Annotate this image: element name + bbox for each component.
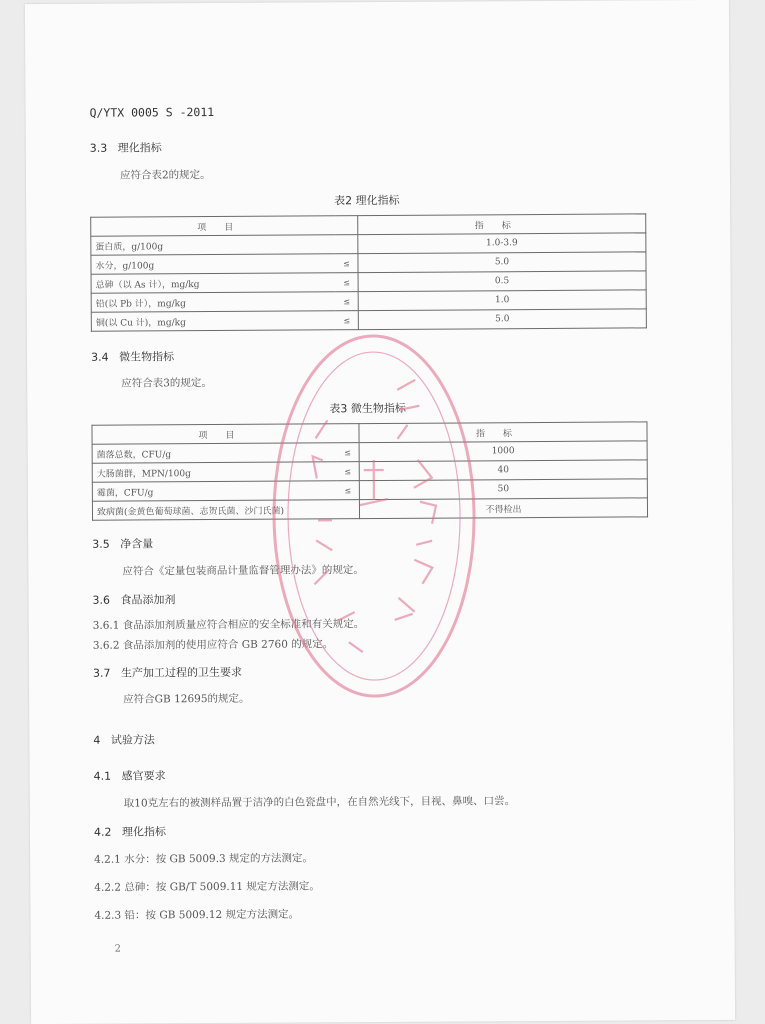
cell-op: ≤: [335, 254, 358, 273]
cell-value: 50: [359, 479, 647, 500]
company-seal-stamp-icon: [267, 329, 481, 702]
table2-caption: 表2 理化指标: [334, 193, 400, 208]
header-value: 指标: [359, 422, 647, 443]
cell-value: 5.0: [358, 309, 646, 330]
section-3-7-text: 应符合GB 12695的规定。: [123, 692, 250, 706]
section-4-1-heading: [94, 767, 166, 783]
page-number: 2: [114, 943, 122, 955]
seal-inner-ring: [287, 352, 461, 681]
section-4-1-text: 取10克左右的被测样品置于洁净的白色瓷盘中，在自然光线下，目视、鼻嗅、口尝。: [123, 795, 516, 810]
section-4-2-2-text: 4.2.2 总砷：按 GB/T 5009.11 规定方法测定。: [94, 880, 320, 894]
cell-item: 菌落总数，CFU/g: [92, 443, 337, 463]
header-item: 项目: [92, 424, 359, 445]
cell-value: 不得检出: [359, 498, 647, 519]
cell-item: 大肠菌群，MPN/100g: [92, 462, 337, 482]
seal-outer-ring: [273, 335, 475, 696]
section-3-6-heading: [92, 591, 175, 608]
cell-op: ≤: [336, 311, 359, 330]
section-4-2-heading: [94, 823, 166, 839]
cell-item: 总砷（以 As 计），mg/kg: [91, 273, 336, 293]
section-number: 3.5: [92, 537, 110, 551]
cell-op: ≤: [337, 481, 360, 500]
cell-item: 铅(以 Pb 计），mg/kg: [91, 292, 336, 312]
section-number: 3.7: [92, 666, 111, 680]
cell-value: 1000: [359, 441, 647, 462]
cell-item: 蛋白质，g/100g: [91, 235, 336, 255]
cell-op: ≤: [336, 273, 359, 292]
cell-value: 40: [359, 460, 647, 481]
section-4-2-1-text: 4.2.1 水分：按 GB 5009.3 规定的方法测定。: [94, 852, 314, 866]
section-title: 微生物指标: [119, 350, 175, 364]
seal-lettering-strokes: [312, 380, 437, 653]
section-number: 3.6: [92, 593, 111, 607]
cell-op: ≤: [337, 462, 360, 481]
document-page: [25, 0, 735, 1024]
section-number: 4.1: [93, 769, 112, 783]
document-code: Q/YTX 0005 S -2011: [89, 105, 215, 120]
section-4-heading: [93, 731, 155, 747]
section-title: 食品添加剂: [120, 593, 176, 607]
cell-item: 铜(以 Cu 计)，mg/kg: [91, 311, 336, 331]
section-title: 理化指标: [121, 825, 166, 839]
table-row: [91, 309, 646, 331]
section-title: 试验方法: [110, 733, 155, 747]
section-3-6-1-text: 3.6.1 食品添加剂质量应符合相应的安全标准和有关规定。: [92, 618, 365, 632]
section-3-7-heading: [93, 664, 242, 681]
section-3-3-heading: [90, 139, 162, 155]
cell-value: 0.5: [358, 271, 646, 292]
header-value: 指标: [358, 214, 646, 235]
cell-value: 5.0: [358, 252, 646, 273]
section-number: 4.2: [93, 825, 112, 839]
cell-value: 1.0-3.9: [358, 233, 646, 254]
section-3-3-text: 应符合表2的规定。: [119, 169, 211, 182]
cell-item: 致病菌(金黄色葡萄球菌、志贺氏菌、沙门氏菌): [92, 500, 337, 520]
cell-item: 水分，g/100g: [91, 254, 336, 274]
cell-op: ≤: [337, 443, 360, 462]
section-3-5-text: 应符合《定量包装商品计量监督管理办法》的规定。: [122, 564, 364, 578]
section-title: 理化指标: [117, 141, 162, 155]
cell-op: ≤: [336, 292, 359, 311]
cell-item: 霉菌，CFU/g: [92, 481, 337, 501]
section-3-5-heading: [92, 535, 153, 551]
section-title: 生产加工过程的卫生要求: [120, 665, 243, 680]
section-3-4-heading: [91, 348, 174, 365]
cell-value: 1.0: [358, 290, 646, 311]
section-4-2-3-text: 4.2.3 铅：按 GB 5009.12 规定方法测定。: [94, 908, 300, 922]
section-title: 感官要求: [121, 769, 166, 783]
section-number: 3.4: [91, 350, 109, 364]
section-3-4-text: 应符合表3的规定。: [121, 377, 212, 390]
section-number: 3.3: [89, 141, 108, 155]
header-item: 项目: [91, 216, 358, 237]
cell-op: [335, 235, 358, 254]
table2: [90, 213, 647, 331]
table3-caption: 表3 微生物指标: [329, 401, 406, 416]
section-3-6-2-text: 3.6.2 食品添加剂的使用应符合 GB 2760 的规定。: [92, 638, 334, 652]
section-number: 4: [93, 733, 101, 747]
seal-stamp-graphic: [273, 335, 475, 696]
section-title: 净含量: [120, 537, 154, 551]
